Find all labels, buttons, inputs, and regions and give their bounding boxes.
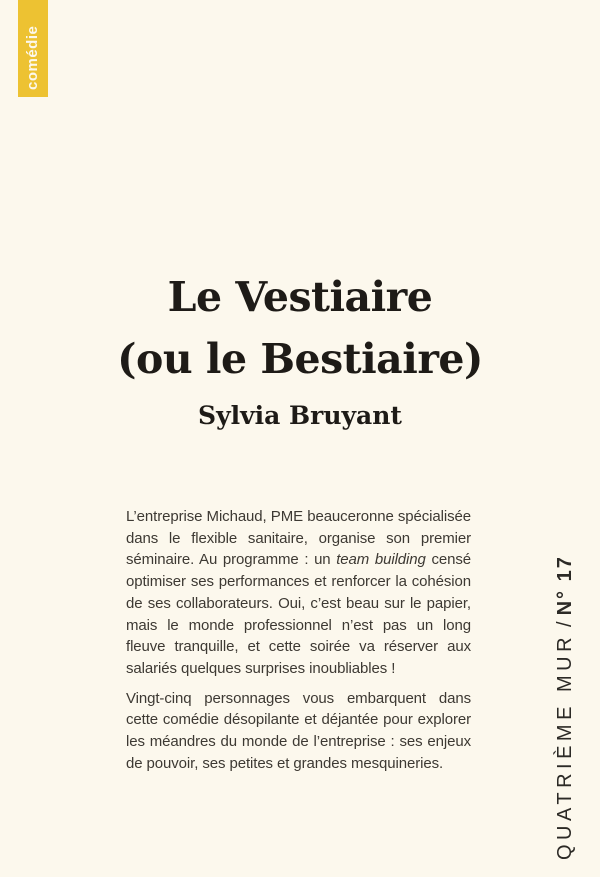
genre-label: comédie bbox=[24, 25, 41, 90]
synopsis-p1-italic: team building bbox=[336, 551, 426, 569]
book-title-line2: (ou le Bestiaire) bbox=[117, 335, 483, 383]
genre-tab bbox=[18, 0, 48, 97]
collection-vertical-label bbox=[552, 555, 578, 860]
synopsis-p1-before-italic: L’entreprise Michaud, PME beauceronne spécialisée dans le flexible sanitaire, organise son premier séminaire. Au programme : un bbox=[126, 508, 471, 569]
collection-number: N° 17 bbox=[554, 555, 576, 616]
synopsis-paragraph-2: Vingt-cinq personnages vous embarquent dans cette comédie désopilante et déjantée pour explorer les méandres du monde de l’entreprise : ses enjeux de pouvoir, ses petites et grandes mesquineries. bbox=[126, 689, 471, 772]
synopsis-p1-after-italic: censé optimiser ses performances et renforcer la cohésion de ses collaborateurs. Oui, c’est beau sur le papier, mais le monde professionnel n’est pas un long fleuve tranquille, et cette soirée va réserver aux salariés quelques surprises inoubliables ! bbox=[126, 551, 471, 677]
book-title bbox=[0, 266, 600, 390]
collection-separator: / bbox=[554, 621, 576, 627]
synopsis-paragraph-1 bbox=[126, 506, 471, 680]
synopsis bbox=[126, 506, 471, 782]
author-name: Sylvia Bruyant bbox=[198, 401, 402, 430]
book-title-line1: Le Vestiaire bbox=[167, 273, 433, 321]
collection-name: QUATRIÈME MUR bbox=[554, 632, 576, 860]
